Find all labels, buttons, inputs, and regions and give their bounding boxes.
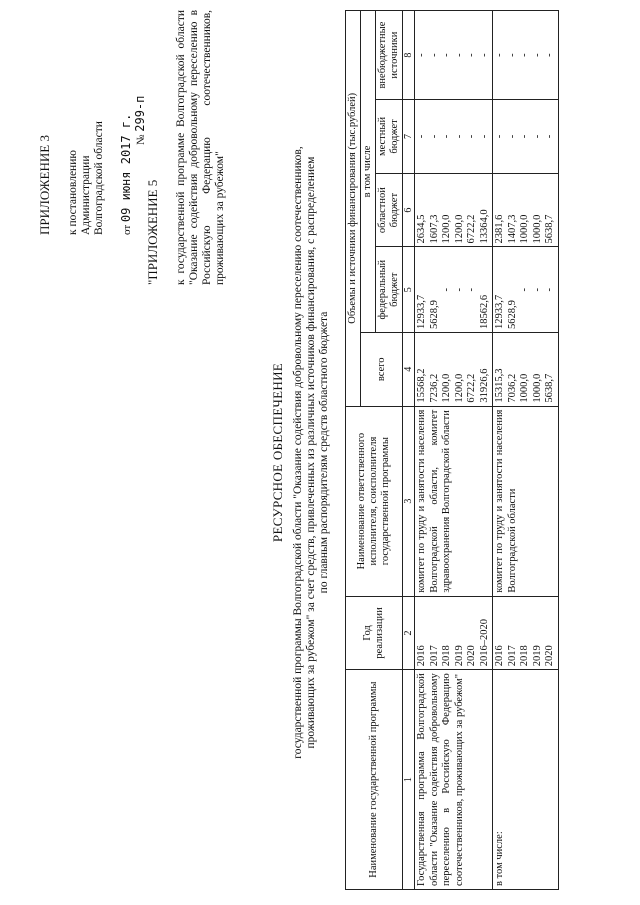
resolution-line: Администрации: [80, 155, 92, 235]
executor-cell: комитет по труду и занятости населения Волгоградской области, комитет здравоохранения Волгоградской области: [415, 406, 493, 596]
federal-value: 5628,9: [506, 300, 518, 329]
total-value: 7036,2: [506, 373, 518, 403]
years-cell: [493, 596, 559, 670]
extrabudget-value: -: [494, 53, 505, 57]
executor-cell: комитет по труду и занятости населения Волгоградской области: [493, 406, 559, 596]
table-row: [415, 11, 493, 890]
number-value: 299-п: [133, 95, 147, 132]
local-cell: [415, 100, 493, 174]
regional-value: 1000,0: [531, 214, 543, 244]
extrabudget-value: -: [519, 53, 530, 57]
local-value: -: [416, 134, 427, 139]
extrabudget-value: -: [544, 53, 555, 57]
appendix-5-text: к государственной программе Волгоградской области "Оказание содействия добровольному переселению в Российскую Федерацию соотечественников, проживающих за рубежом": [175, 10, 226, 285]
title-line: государственной программы Волгоградской области "Оказание содействия добровольному переселению соотечественников,: [292, 146, 304, 759]
federal-value: 5628,9: [428, 300, 440, 329]
program-name-cell: Государственная программа Волгоградской области "Оказание содействия добровольному переселению в Российскую Федерацию соотечественников, проживающих за рубежом": [415, 670, 493, 890]
program-name-cell: в том числе:: [493, 670, 559, 890]
extrabudget-value: -: [478, 53, 490, 57]
local-value: -: [428, 134, 440, 139]
column-number: 7: [403, 100, 415, 174]
title-heading: РЕСУРСНОЕ ОБЕСПЕЧЕНИЕ: [270, 362, 285, 543]
header-federal: федеральный бюджет: [376, 247, 403, 333]
regional-value: 1200,0: [453, 214, 465, 244]
extrabudget-value: -: [466, 53, 477, 57]
total-value: 1200,0: [441, 373, 452, 403]
regional-value: 1200,0: [441, 214, 452, 244]
resolution-line: к постановлению: [67, 150, 79, 235]
year-value: 2016: [494, 645, 505, 667]
extrabudget-value: -: [441, 53, 452, 57]
federal-value: -: [544, 287, 555, 292]
header-executor: Наименование ответственного исполнителя, соисполнителя государственной программы: [346, 406, 403, 596]
extrabudget-cell: [493, 11, 559, 100]
local-value: -: [441, 134, 452, 139]
local-value: -: [478, 134, 490, 139]
total-value: 1000,0: [519, 373, 530, 403]
year-value: 2017: [506, 645, 518, 667]
local-cell: [493, 100, 559, 174]
federal-value: -: [441, 287, 452, 292]
header-volumes: Объемы и источники финансирования (тыс.рублей): [346, 11, 361, 407]
federal-value: 18562,6: [478, 294, 490, 329]
header-extrabudget: внебюджетные источники: [376, 11, 403, 100]
date-prefix: от: [121, 224, 133, 235]
resolution-date-line: [120, 15, 148, 235]
local-value: -: [466, 134, 477, 139]
total-value: 31926,6: [478, 368, 490, 403]
years-cell: [415, 596, 493, 670]
total-value: 15315,3: [494, 368, 505, 403]
year-value: 2020: [466, 645, 477, 667]
column-number: 3: [403, 406, 415, 596]
total-cell: [493, 332, 559, 406]
number-prefix: №: [135, 134, 147, 145]
regional-value: 5638,7: [544, 214, 555, 244]
regional-cell: [493, 173, 559, 247]
title-line: проживающих за рубежом" за счет средств, привлеченных из различных источников финансирования, с распределением: [305, 156, 317, 749]
column-number: 6: [403, 173, 415, 247]
local-value: -: [544, 134, 555, 139]
appendix-3-title: ПРИЛОЖЕНИЕ 3: [37, 135, 52, 235]
local-value: -: [494, 134, 505, 139]
total-value: 15568,2: [416, 368, 427, 403]
extrabudget-value: -: [416, 53, 427, 57]
total-value: 7236,2: [428, 373, 440, 403]
column-number: 8: [403, 11, 415, 100]
federal-value: -: [519, 287, 530, 292]
year-value: 2017: [428, 645, 440, 667]
federal-value: -: [466, 287, 477, 292]
extrabudget-value: -: [506, 53, 518, 57]
local-value: -: [453, 134, 465, 139]
column-number: 2: [403, 596, 415, 670]
year-value: 2016–2020: [478, 619, 490, 667]
local-value: -: [506, 134, 518, 139]
header-regional: областной бюджет: [376, 173, 403, 247]
extrabudget-value: -: [428, 53, 440, 57]
federal-cell: [415, 247, 493, 333]
local-value: -: [531, 134, 543, 139]
extrabudget-value: -: [453, 53, 465, 57]
date-value: 09 июня 2017 г.: [119, 113, 133, 223]
extrabudget-cell: [415, 11, 493, 100]
regional-value: 2381,6: [494, 214, 505, 244]
regional-value: 1607,3: [428, 214, 440, 244]
regional-value: 1407,3: [506, 214, 518, 244]
local-value: -: [519, 134, 530, 139]
header-total: всего: [361, 332, 403, 406]
extrabudget-value: -: [531, 53, 543, 57]
header-local: местный бюджет: [376, 100, 403, 174]
column-number: 4: [403, 332, 415, 406]
column-number: 1: [403, 670, 415, 890]
year-value: 2016: [416, 645, 427, 667]
year-value: 2018: [519, 645, 530, 667]
regional-value: 1000,0: [519, 214, 530, 244]
resolution-line: Волгоградской области: [93, 121, 105, 235]
federal-value: 12933,7: [494, 294, 505, 329]
federal-value: 12933,7: [416, 294, 427, 329]
header-including: в том числе: [361, 11, 376, 333]
table-row: [493, 11, 559, 890]
total-value: 1200,0: [453, 373, 465, 403]
total-value: 1000,0: [531, 373, 543, 403]
column-number: 5: [403, 247, 415, 333]
year-value: 2019: [531, 645, 543, 667]
year-value: 2018: [441, 645, 452, 667]
header-year: Год реализации: [346, 596, 403, 670]
appendix-5-title: "ПРИЛОЖЕНИЕ 5: [145, 179, 160, 285]
header-program-name: Наименование государственной программы: [346, 670, 403, 890]
federal-value: -: [453, 287, 465, 292]
table-header-row: [346, 11, 361, 890]
regional-value: 13364,0: [478, 209, 490, 244]
document-title: [270, 20, 331, 885]
federal-cell: [493, 247, 559, 333]
year-value: 2020: [544, 645, 555, 667]
funding-table: [345, 10, 559, 890]
title-line: по главным распорядителям средств областного бюджета: [318, 311, 330, 594]
regional-value: 2634,5: [416, 214, 427, 244]
federal-value: -: [531, 287, 543, 292]
total-value: 5638,7: [544, 373, 555, 403]
regional-cell: [415, 173, 493, 247]
appendix-3-block: [38, 15, 148, 235]
appendix-5-block: [146, 10, 227, 285]
year-value: 2019: [453, 645, 465, 667]
column-number-row: [403, 11, 415, 890]
regional-value: 6722,2: [466, 214, 477, 244]
total-value: 6722,2: [466, 373, 477, 403]
total-cell: [415, 332, 493, 406]
